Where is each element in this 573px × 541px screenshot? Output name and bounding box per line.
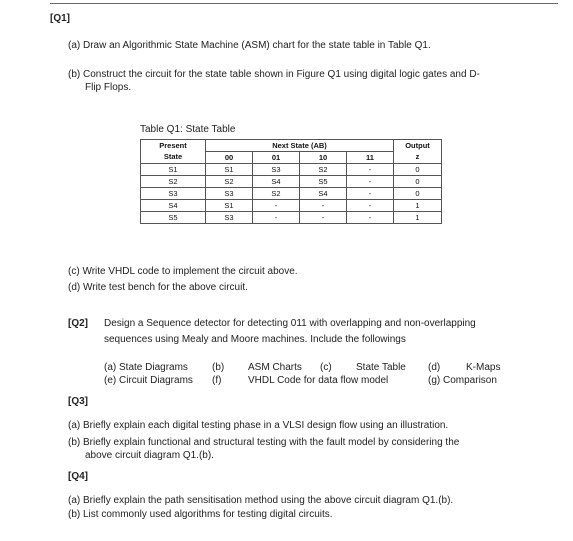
q2-item-f: VHDL Code for data flow model xyxy=(248,375,389,386)
q1-part-d: (d) Write test bench for the above circuit. xyxy=(68,282,248,293)
next-state-cell: S2 xyxy=(300,164,347,176)
q2-item-b-marker: (b) xyxy=(212,362,225,373)
q2-text-line2: sequences using Mealy and Moore machines. Include the followings xyxy=(104,334,406,345)
output-cell: 0 xyxy=(394,164,442,176)
next-state-cell: S1 xyxy=(206,200,253,212)
table-caption: Table Q1: State Table xyxy=(140,124,236,135)
q2-item-d-marker: (d) xyxy=(428,362,441,373)
next-state-cell: - xyxy=(347,212,394,224)
q2-item-c: State Table xyxy=(356,362,406,373)
table-row xyxy=(141,212,442,224)
input-header-00: 00 xyxy=(206,152,253,164)
output-cell: 1 xyxy=(394,200,442,212)
top-rule xyxy=(50,3,558,4)
next-state-cell: - xyxy=(300,212,347,224)
q4-label: [Q4] xyxy=(68,471,88,482)
next-state-header: Next State (AB) xyxy=(206,140,394,152)
q3-part-a: (a) Briefly explain each digital testing phase in a VLSI design flow using an illustration. xyxy=(68,420,449,431)
next-state-cell: - xyxy=(253,212,300,224)
next-state-cell: S1 xyxy=(206,164,253,176)
next-state-cell: S3 xyxy=(206,188,253,200)
q1-part-a: (a) Draw an Algorithmic State Machine (ASM) chart for the state table in Table Q1. xyxy=(68,40,431,51)
q2-item-b: ASM Charts xyxy=(248,362,302,373)
q4-part-b: (b) List commonly used algorithms for testing digital circuits. xyxy=(68,509,333,520)
q1-part-c: (c) Write VHDL code to implement the circuit above. xyxy=(68,266,298,277)
q1-label: [Q1] xyxy=(50,13,70,24)
present-state-cell: S2 xyxy=(141,176,206,188)
output-cell: 0 xyxy=(394,188,442,200)
q2-item-c-marker: (c) xyxy=(320,362,332,373)
next-state-cell: - xyxy=(347,200,394,212)
next-state-cell: S4 xyxy=(300,188,347,200)
output-header: Output xyxy=(394,140,442,152)
present-state-cell: S1 xyxy=(141,164,206,176)
present-state-cell: S4 xyxy=(141,200,206,212)
q2-item-f-marker: (f) xyxy=(212,375,222,386)
next-state-cell: S3 xyxy=(206,212,253,224)
next-state-cell: - xyxy=(347,176,394,188)
next-state-cell: S2 xyxy=(206,176,253,188)
q2-item-a: (a) State Diagrams xyxy=(104,362,188,373)
next-state-cell: S4 xyxy=(253,176,300,188)
q1-part-b-line2: Flip Flops. xyxy=(85,82,132,93)
next-state-cell: S2 xyxy=(253,188,300,200)
q3-part-b-line2: above circuit diagram Q1.(b). xyxy=(85,450,214,461)
present-state-cell: S5 xyxy=(141,212,206,224)
next-state-cell: S5 xyxy=(300,176,347,188)
table-row xyxy=(141,176,442,188)
next-state-cell: - xyxy=(300,200,347,212)
q3-label: [Q3] xyxy=(68,396,88,407)
output-cell: 1 xyxy=(394,212,442,224)
present-state-cell: S3 xyxy=(141,188,206,200)
input-header-10: 10 xyxy=(300,152,347,164)
table-row xyxy=(141,200,442,212)
present-state-header-1: Present xyxy=(141,140,206,152)
q2-label: [Q2] xyxy=(68,318,88,329)
q2-item-g: (g) Comparison xyxy=(428,375,497,386)
input-header-01: 01 xyxy=(253,152,300,164)
present-state-header-2: State xyxy=(141,152,206,164)
output-sub-header: z xyxy=(394,152,442,164)
q2-item-d: K-Maps xyxy=(466,362,501,373)
next-state-cell: S3 xyxy=(253,164,300,176)
q4-part-a: (a) Briefly explain the path sensitisation method using the above circuit diagram Q1.(b). xyxy=(68,495,454,506)
table-row xyxy=(141,188,442,200)
q1-part-b-line1: (b) Construct the circuit for the state table shown in Figure Q1 using digital logic gates and D- xyxy=(68,69,480,80)
next-state-cell: - xyxy=(253,200,300,212)
next-state-cell: - xyxy=(347,164,394,176)
input-header-11: 11 xyxy=(347,152,394,164)
state-table xyxy=(140,139,442,224)
next-state-cell: - xyxy=(347,188,394,200)
q2-text-line1: Design a Sequence detector for detecting 011 with overlapping and non-overlapping xyxy=(104,318,476,329)
q3-part-b-line1: (b) Briefly explain functional and structural testing with the fault model by considering the xyxy=(68,437,460,448)
output-cell: 0 xyxy=(394,176,442,188)
table-row xyxy=(141,164,442,176)
q2-item-e: (e) Circuit Diagrams xyxy=(104,375,193,386)
